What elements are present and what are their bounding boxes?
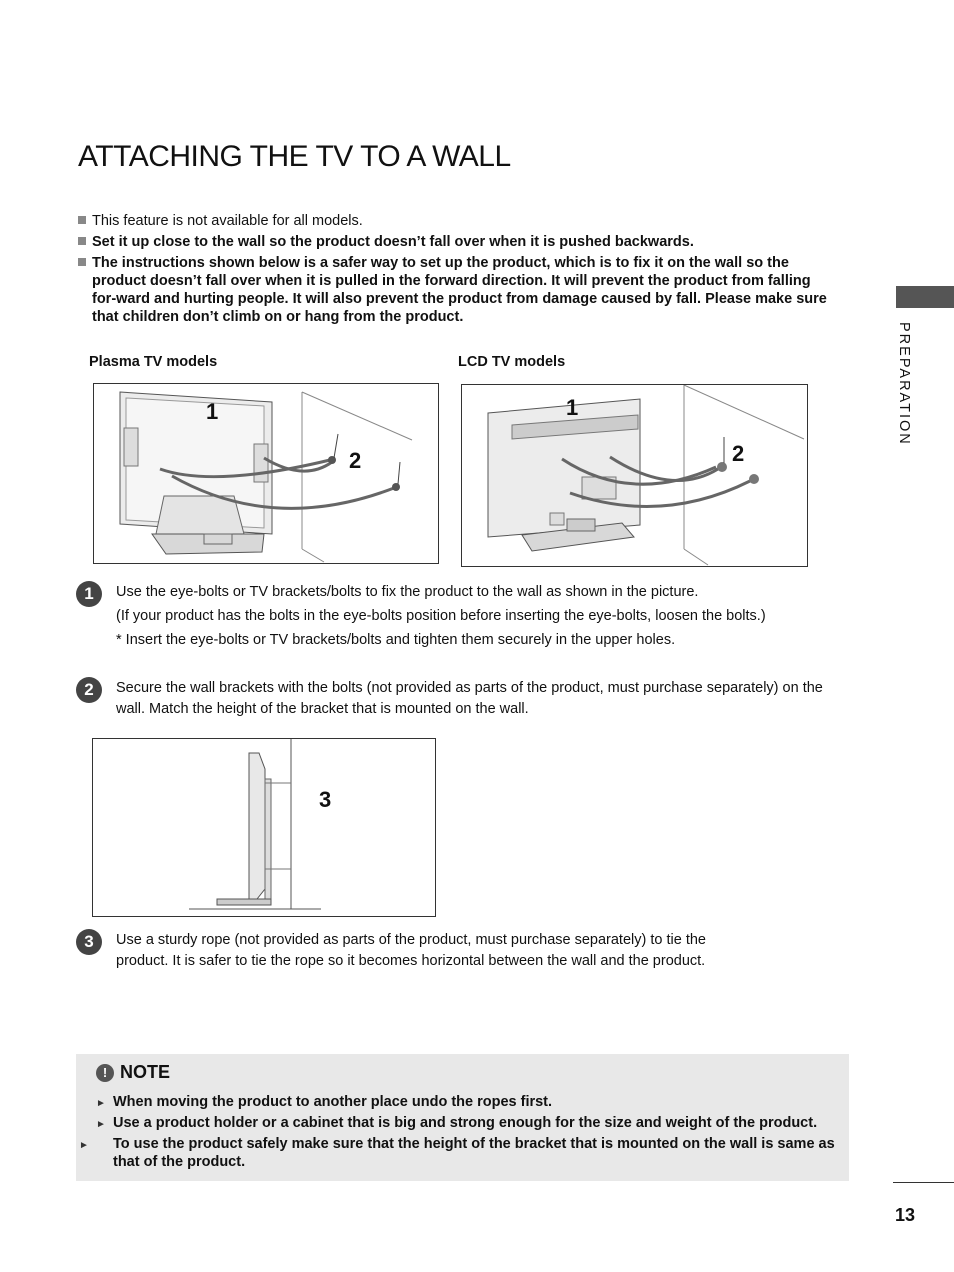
lcd-illustration — [461, 384, 808, 567]
note-item — [79, 1136, 851, 1171]
step-1-line-3: * Insert the eye-bolts or TV brackets/bolts and tighten them securely in the upper holes. — [116, 632, 676, 648]
section-label: PREPARATION — [896, 322, 912, 446]
step-1-line-1: Use the eye-bolts or TV brackets/bolts to fix the product to the wall as shown in the picture. — [116, 584, 699, 600]
bullet-item — [78, 254, 828, 326]
bullet-text: This feature is not available for all models. — [92, 213, 363, 229]
page-number: 13 — [895, 1205, 916, 1225]
triangle-bullet-icon: ► — [79, 1140, 89, 1151]
plasma-label-2: 2 — [349, 448, 362, 473]
note-heading — [96, 1062, 170, 1083]
step-1-badge: 1 — [76, 581, 102, 607]
note-item-text: To use the product safely make sure that the height of the bracket that is mounted on the wall is same as that of the product. — [113, 1136, 835, 1170]
bullet-item — [78, 233, 818, 251]
step-1-line-2: (If your product has the bolts in the eye-bolts position before inserting the eye-bolts, loosen the bolts.) — [116, 608, 766, 624]
note-title: NOTE — [120, 1062, 171, 1082]
step-3-badge: 3 — [76, 929, 102, 955]
section-tab — [896, 286, 954, 308]
note-item-text: When moving the product to another place undo the ropes first. — [113, 1094, 553, 1110]
side-label-3: 3 — [319, 787, 332, 812]
triangle-bullet-icon: ► — [96, 1098, 106, 1109]
triangle-bullet-icon: ► — [96, 1119, 106, 1130]
plasma-tv-wall-drawing — [94, 384, 438, 563]
plasma-caption: Plasma TV models — [89, 354, 218, 370]
side-view-illustration — [92, 738, 436, 917]
page-number-rule — [893, 1182, 954, 1183]
square-bullet-icon — [78, 237, 86, 245]
page-title: ATTACHING THE TV TO A WALL — [78, 140, 511, 173]
note-item — [96, 1094, 844, 1112]
plasma-illustration — [93, 383, 439, 564]
lcd-label-1: 1 — [566, 395, 579, 420]
note-item-text: Use a product holder or a cabinet that is big and strong enough for the size and weight of the product. — [113, 1115, 818, 1131]
step-2-badge: 2 — [76, 677, 102, 703]
plasma-label-1: 1 — [206, 399, 219, 424]
square-bullet-icon — [78, 216, 86, 224]
square-bullet-icon — [78, 258, 86, 266]
bullet-text: The instructions shown below is a safer way to set up the product, which is to fix it on the wall so the product doesn’t fall over when it is pulled in the forward direction. It will prevent the product from falling for-ward and hurting people. It will also prevent the product from damage caused by fall. Please make sure that children don’t climb on or hang from the product. — [92, 255, 827, 325]
exclamation-icon: ! — [96, 1064, 114, 1082]
step-3-text: Use a sturdy rope (not provided as parts of the product, must purchase separately) to tie the product. It is safer to tie the rope so it becomes horizontal between the wall and the product. — [116, 932, 706, 969]
bullet-text: Set it up close to the wall so the product doesn’t fall over when it is pushed backwards. — [92, 234, 694, 250]
bullet-item — [78, 212, 818, 230]
note-item — [96, 1115, 844, 1133]
lcd-tv-wall-drawing — [462, 385, 807, 566]
step-2-text: Secure the wall brackets with the bolts (not provided as parts of the product, must purchase separately) on the wall. Match the height of the bracket that is mounted on the wall. — [116, 680, 823, 717]
side-view-drawing — [93, 739, 435, 916]
lcd-caption: LCD TV models — [458, 354, 566, 370]
lcd-label-2: 2 — [732, 441, 745, 466]
